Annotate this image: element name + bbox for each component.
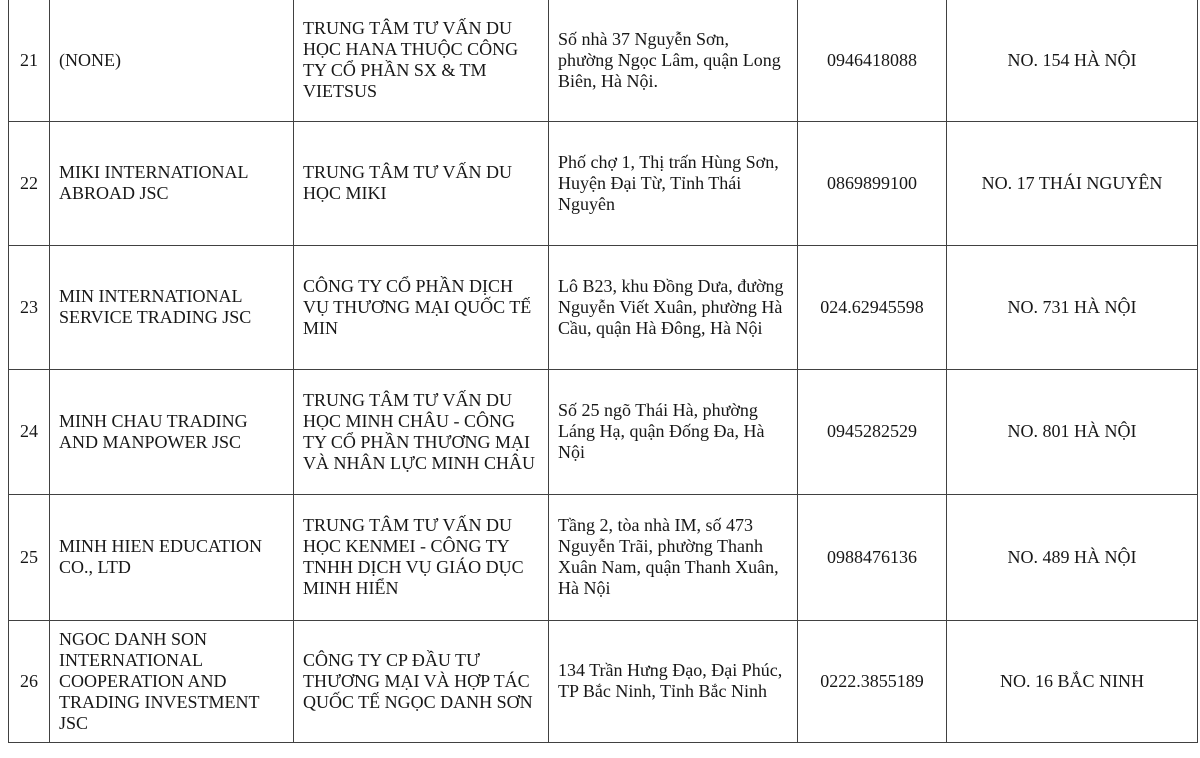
table-row xyxy=(9,620,1198,742)
phone-cell: 0945282529 xyxy=(798,369,947,494)
company-name-en-cell: MINH HIEN EDUCATION CO., LTD xyxy=(50,494,294,620)
phone-cell: 0946418088 xyxy=(798,0,947,121)
phone-cell: 0988476136 xyxy=(798,494,947,620)
company-name-en-cell: MIN INTERNATIONAL SERVICE TRADING JSC xyxy=(50,245,294,369)
org-name-vn-cell: CÔNG TY CỔ PHẦN DỊCH VỤ THƯƠNG MẠI QUỐC TẾ MIN xyxy=(294,245,549,369)
company-name-en-cell: NGOC DANH SON INTERNATIONAL COOPERATION AND TRADING INVESTMENT JSC xyxy=(50,620,294,742)
license-number-cell: NO. 17 THÁI NGUYÊN xyxy=(947,121,1198,245)
license-number-cell: NO. 801 HÀ NỘI xyxy=(947,369,1198,494)
org-name-vn-cell: TRUNG TÂM TƯ VẤN DU HỌC KENMEI - CÔNG TY TNHH DỊCH VỤ GIÁO DỤC MINH HIỂN xyxy=(294,494,549,620)
table-row xyxy=(9,0,1198,121)
company-name-en-cell: (NONE) xyxy=(50,0,294,121)
license-number-cell: NO. 489 HÀ NỘI xyxy=(947,494,1198,620)
row-number-cell: 23 xyxy=(9,245,50,369)
phone-cell: 0222.3855189 xyxy=(798,620,947,742)
address-cell: 134 Trần Hưng Đạo, Đại Phúc, TP Bắc Ninh, Tỉnh Bắc Ninh xyxy=(549,620,798,742)
address-cell: Lô B23, khu Đồng Dưa, đường Nguyễn Viết Xuân, phường Hà Cầu, quận Hà Đông, Hà Nội xyxy=(549,245,798,369)
company-name-en-cell: MINH CHAU TRADING AND MANPOWER JSC xyxy=(50,369,294,494)
row-number-cell: 25 xyxy=(9,494,50,620)
license-number-cell: NO. 154 HÀ NỘI xyxy=(947,0,1198,121)
org-name-vn-cell: TRUNG TÂM TƯ VẤN DU HỌC MINH CHÂU - CÔNG TY CỔ PHẦN THƯƠNG MẠI VÀ NHÂN LỰC MINH CHÂU xyxy=(294,369,549,494)
row-number-cell: 26 xyxy=(9,620,50,742)
address-cell: Phố chợ 1, Thị trấn Hùng Sơn, Huyện Đại Từ, Tỉnh Thái Nguyên xyxy=(549,121,798,245)
address-cell: Số 25 ngõ Thái Hà, phường Láng Hạ, quận Đống Đa, Hà Nội xyxy=(549,369,798,494)
table-row xyxy=(9,369,1198,494)
org-name-vn-cell: TRUNG TÂM TƯ VẤN DU HỌC MIKI xyxy=(294,121,549,245)
table-row xyxy=(9,245,1198,369)
license-number-cell: NO. 16 BẮC NINH xyxy=(947,620,1198,742)
table-row xyxy=(9,121,1198,245)
companies-table xyxy=(8,0,1198,743)
company-name-en-cell: MIKI INTERNATIONAL ABROAD JSC xyxy=(50,121,294,245)
phone-cell: 0869899100 xyxy=(798,121,947,245)
table-row xyxy=(9,494,1198,620)
row-number-cell: 21 xyxy=(9,0,50,121)
row-number-cell: 24 xyxy=(9,369,50,494)
org-name-vn-cell: TRUNG TÂM TƯ VẤN DU HỌC HANA THUỘC CÔNG TY CỔ PHẦN SX & TM VIETSUS xyxy=(294,0,549,121)
row-number-cell: 22 xyxy=(9,121,50,245)
address-cell: Số nhà 37 Nguyễn Sơn, phường Ngọc Lâm, quận Long Biên, Hà Nội. xyxy=(549,0,798,121)
phone-cell: 024.62945598 xyxy=(798,245,947,369)
address-cell: Tầng 2, tòa nhà IM, số 473 Nguyễn Trãi, phường Thanh Xuân Nam, quận Thanh Xuân, Hà Nội xyxy=(549,494,798,620)
org-name-vn-cell: CÔNG TY CP ĐẦU TƯ THƯƠNG MẠI VÀ HỢP TÁC QUỐC TẾ NGỌC DANH SƠN xyxy=(294,620,549,742)
license-number-cell: NO. 731 HÀ NỘI xyxy=(947,245,1198,369)
